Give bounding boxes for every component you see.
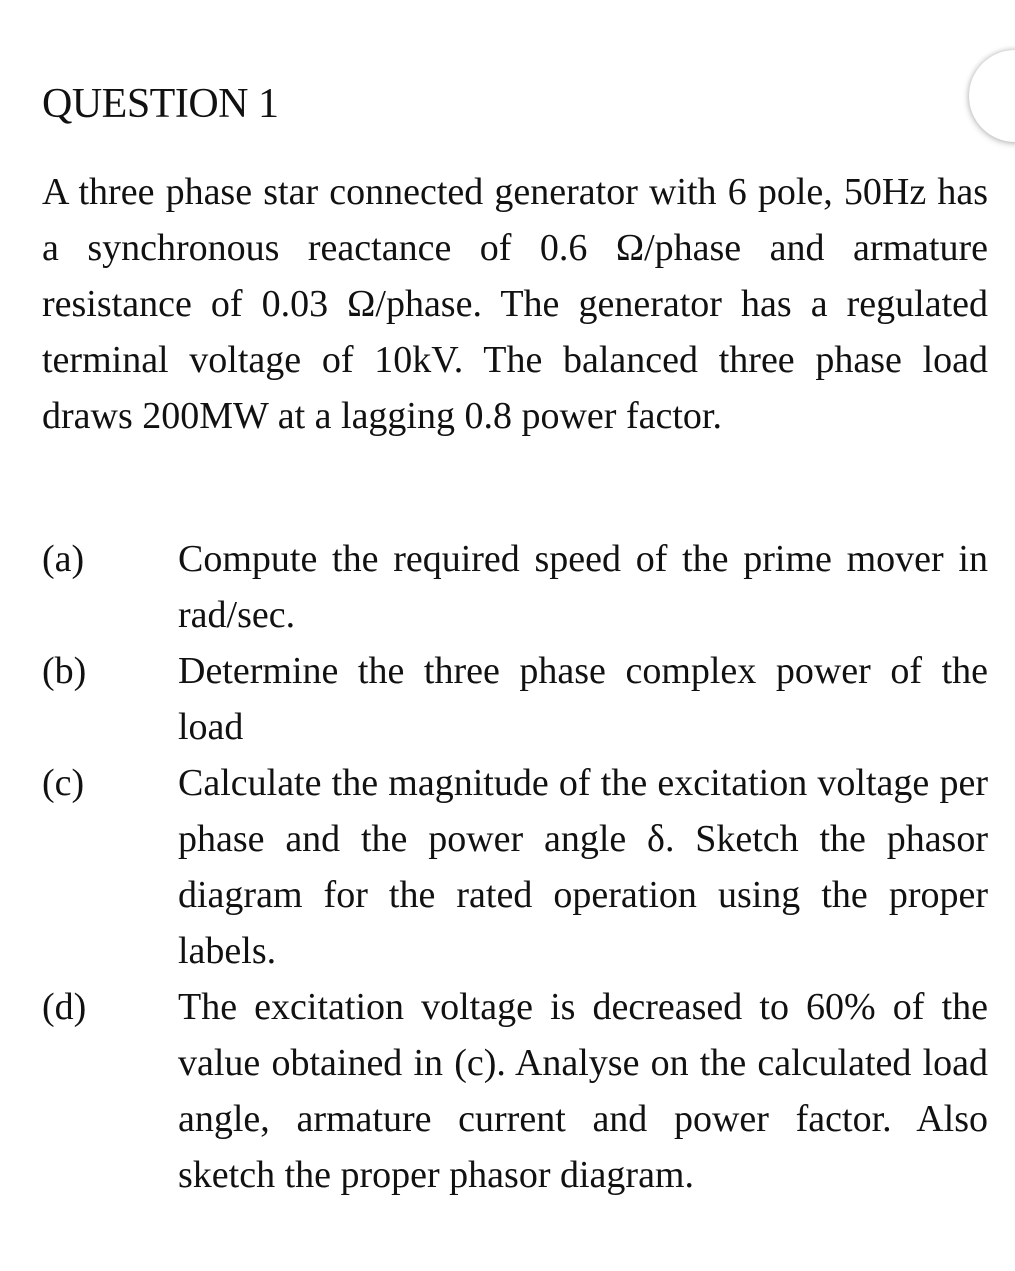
part-d: [42, 979, 988, 1203]
part-b-text: Determine the three phase complex power of the load: [178, 650, 988, 748]
question-parts-list: [42, 531, 988, 1203]
part-b-label: (b): [42, 650, 87, 692]
part-c: [42, 755, 988, 979]
question-title: QUESTION 1: [42, 81, 279, 127]
part-d-label: (d): [42, 986, 87, 1028]
part-c-text: Calculate the magnitude of the excitation voltage per phase and the power angle δ. Sketch the phasor diagram for the rated operation using the proper labels.: [178, 762, 988, 972]
part-a: [42, 531, 988, 643]
part-a-label: (a): [42, 538, 85, 580]
floating-scroll-button[interactable]: [969, 50, 1015, 142]
question-intro: A three phase star connected generator with 6 pole, 50Hz has a synchronous reactance of 0.6 Ω/phase and armature resistance of 0.03 Ω/phase. The generator has a regulated terminal voltage of 10kV. The balanced three phase load draws 200MW at a lagging 0.8 power factor.: [42, 171, 988, 437]
part-d-text: The excitation voltage is decreased to 60% of the value obtained in (c). Analyse on the calculated load angle, armature current and power factor. Also sketch the proper phasor diagram.: [178, 986, 988, 1196]
part-b: [42, 643, 988, 755]
part-c-label: (c): [42, 762, 85, 804]
part-a-text: Compute the required speed of the prime mover in rad/sec.: [178, 538, 988, 636]
